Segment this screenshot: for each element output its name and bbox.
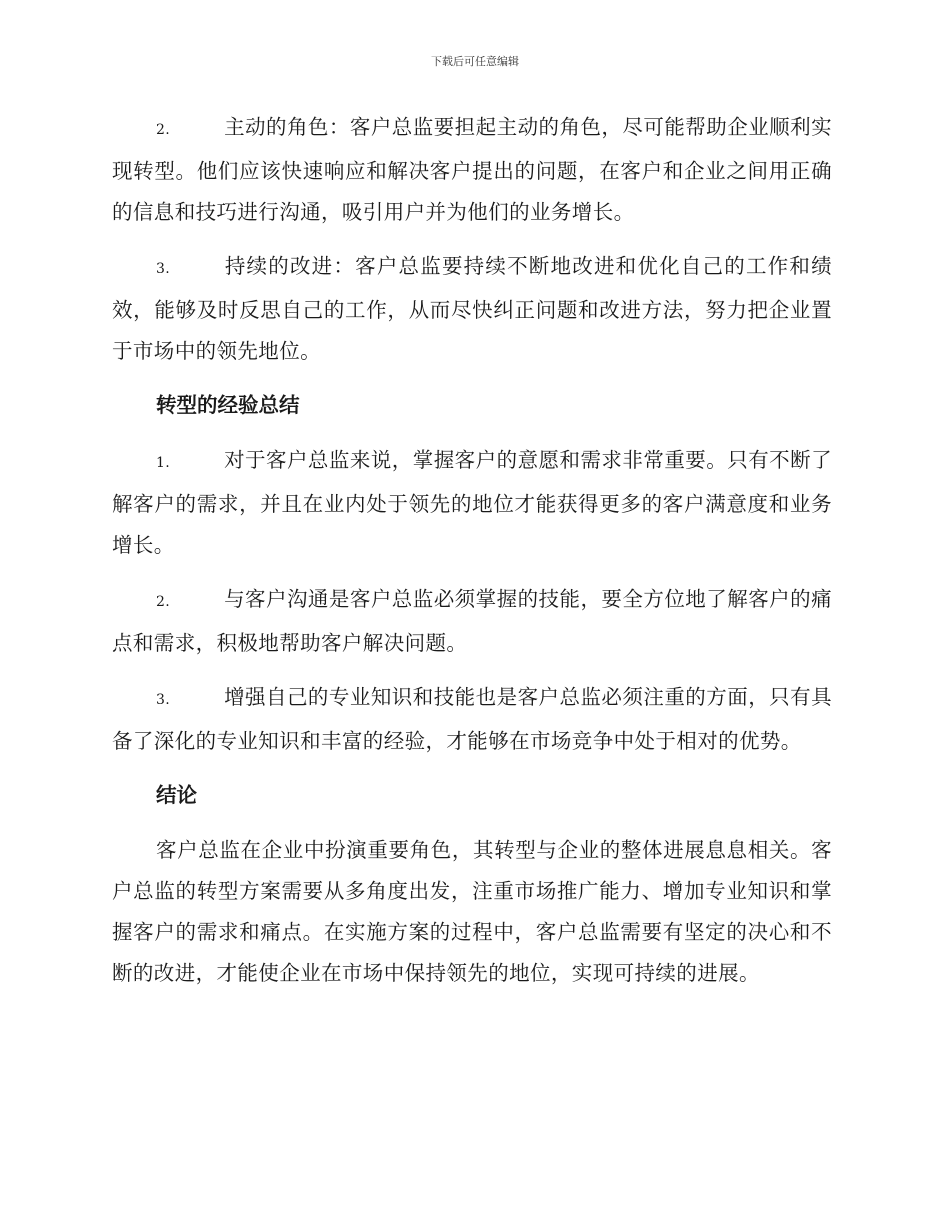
list-item-number: 2. — [156, 122, 171, 138]
list-item — [112, 107, 832, 233]
list-item-number: 3. — [156, 261, 171, 277]
list-item-number: 2. — [156, 594, 171, 610]
list-item-text: 与客户沟通是客户总监必须掌握的技能，要全方位地了解客户的痛点和需求，积极地帮助客户解决问题。 — [112, 587, 832, 655]
list-item-text: 增强自己的专业知识和技能也是客户总监必须注重的方面，只有具备了深化的专业知识和丰富的经验，才能够在市场竞争中处于相对的优势。 — [112, 685, 832, 753]
list-item-text: 对于客户总监来说，掌握客户的意愿和需求非常重要。只有不断了解客户的需求，并且在业内处于领先的地位才能获得更多的客户满意度和业务增长。 — [112, 448, 832, 557]
page-header: 下载后可任意编辑 — [431, 55, 519, 68]
list-item-number: 1. — [156, 455, 171, 471]
section-heading-summary: 转型的经验总结 — [156, 393, 300, 417]
list-item-text: 主动的角色：客户总监要担起主动的角色，尽可能帮助企业顺利实现转型。他们应该快速响应和解决客户提出的问题，在客户和企业之间用正确的信息和技巧进行沟通，吸引用户并为他们的业务增长。 — [112, 115, 832, 224]
list-item-number: 3. — [156, 692, 171, 708]
section-heading-conclusion: 结论 — [156, 783, 197, 807]
list-item — [112, 440, 832, 566]
list-item — [112, 677, 832, 762]
list-item-text: 持续的改进：客户总监要持续不断地改进和优化自己的工作和绩效，能够及时反思自己的工作，从而尽快纠正问题和改进方法，努力把企业置于市场中的领先地位。 — [112, 254, 832, 363]
list-item — [112, 579, 832, 664]
list-item — [112, 246, 832, 372]
document-body — [112, 107, 832, 1007]
conclusion-paragraph: 客户总监在企业中扮演重要角色，其转型与企业的整体进展息息相关。客户总监的转型方案需要从多角度出发，注重市场推广能力、增加专业知识和掌握客户的需求和痛点。在实施方案的过程中，客户总监需要有坚定的决心和不断的改进，才能使企业在市场中保持领先的地位，实现可持续的进展。 — [112, 838, 832, 985]
